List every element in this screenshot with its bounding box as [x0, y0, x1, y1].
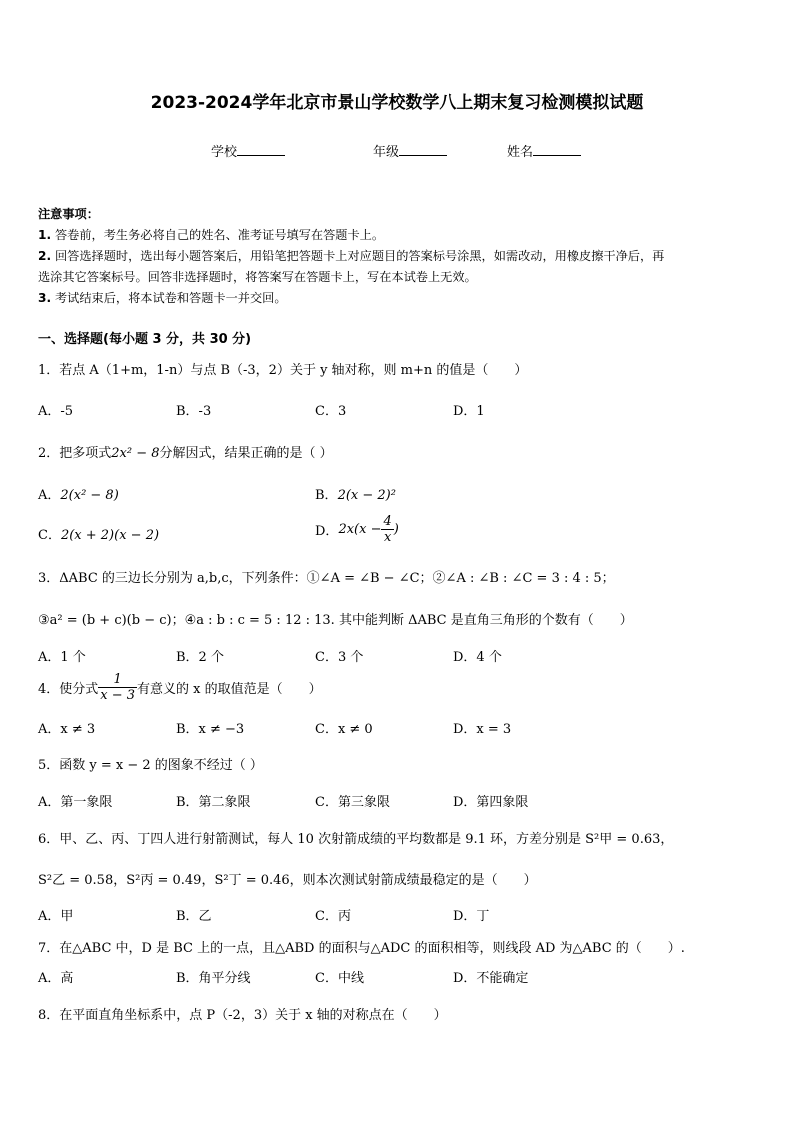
q5-option-a: A．第一象限 [38, 795, 113, 810]
instructions [38, 204, 760, 309]
instruction-item: 1. 答卷前，考生务必将自己的姓名、准考证号填写在答题卡上。 [38, 228, 385, 242]
q1-option-d: D．1 [453, 404, 485, 419]
q2-option-a: A．2(x² − 8) [38, 488, 119, 503]
question-6-line1: 6．甲、乙、丙、丁四人进行射箭测试，每人 10 次射箭成绩的平均数都是 9.1 环，方差分别是 S²甲 = 0.63， [38, 832, 674, 847]
name-label: 姓名 [507, 145, 534, 160]
grade-field [373, 141, 447, 160]
q2-d-fraction: $\frac{4}{x}$ [383, 514, 392, 545]
q4-option-a: A．x ≠ 3 [38, 722, 96, 737]
question-6-line2: S²乙 = 0.58，S²丙 = 0.49，S²丁 = 0.46，则本次测试射箭成绩最稳定的是（ ） [38, 873, 537, 888]
q1-option-c: C．3 [315, 404, 347, 419]
q3-option-a: A．1 个 [38, 650, 86, 665]
q2-option-b: B．2(x − 2)² [315, 488, 396, 503]
instruction-item: 2. 回答选择题时，选出每小题答案后，用铅笔把答题卡上对应题目的答案标号涂黑，如需改动，用橡皮擦干净后，再 [38, 249, 665, 263]
q4-option-b: B．x ≠ −3 [176, 722, 245, 737]
instructions-heading: 注意事项： [38, 207, 99, 221]
q6-option-c: C．丙 [315, 909, 351, 924]
question-7-stem: 7．在△ABC 中，D 是 BC 上的一点，且△ABD 的面积与△ADC 的面积相等，则线段 AD 为△ABC 的（ ）. [38, 941, 685, 956]
q6-option-a: A．甲 [38, 909, 74, 924]
question-1-stem: 1．若点 A（1+m，1-n）与点 B（-3，2）关于 y 轴对称，则 m+n 的值是（ ） [38, 363, 528, 378]
q1-option-a: A．-5 [38, 404, 74, 419]
q2-option-d: D．2x(x − $\frac{4}{x}$ ) [315, 514, 399, 545]
q7-option-d: D．不能确定 [453, 971, 529, 986]
q3-option-b: B．2 个 [176, 650, 224, 665]
question-8-stem: 8．在平面直角坐标系中，点 P（-2，3）关于 x 轴的对称点在（ ） [38, 1008, 447, 1023]
section-heading: 一、选择题(每小题 3 分，共 30 分) [38, 332, 252, 347]
q6-option-d: D．丁 [453, 909, 490, 924]
school-blank [237, 143, 285, 156]
question-3-line2: ③a² = (b + c)(b − c)；④a : b : c = 5 : 12 : 13. 其中能判断 ΔABC 是直角三角形的个数有（ ） [38, 613, 633, 628]
grade-label: 年级 [373, 145, 400, 160]
q7-option-a: A．高 [38, 971, 74, 986]
q3-option-d: D．4 个 [453, 650, 502, 665]
instruction-item-cont: 选涂其它答案标号。回答非选择题时，将答案写在答题卡上，写在本试卷上无效。 [38, 270, 477, 284]
question-2-stem: 2．把多项式2x² − 8分解因式，结果正确的是（ ） [38, 446, 333, 461]
question-3-line1: 3．ΔABC 的三边长分别为 a,b,c，下列条件：①∠A = ∠B − ∠C；②∠A : ∠B : ∠C = 3 : 4 : 5； [38, 571, 615, 586]
q3-option-c: C．3 个 [315, 650, 364, 665]
q5-option-d: D．第四象限 [453, 795, 529, 810]
q5-option-b: B．第二象限 [176, 795, 251, 810]
q6-option-b: B．乙 [176, 909, 212, 924]
q4-option-d: D．x = 3 [453, 722, 512, 737]
question-5-stem: 5．函数 y = x − 2 的图象不经过（ ） [38, 758, 263, 773]
q7-option-c: C．中线 [315, 971, 364, 986]
q7-option-b: B．角平分线 [176, 971, 251, 986]
name-blank [533, 143, 581, 156]
q2-option-c: C．2(x + 2)(x − 2) [38, 528, 160, 543]
page-title: 2023-2024学年北京市景山学校数学八上期末复习检测模拟试题 [150, 93, 644, 113]
q4-fraction: $\frac{1}{x - 3}$ [100, 672, 136, 703]
school-field [211, 141, 285, 160]
school-label: 学校 [211, 145, 238, 160]
grade-blank [399, 143, 447, 156]
q4-option-c: C．x ≠ 0 [315, 722, 373, 737]
question-4-stem: 4．使分式 $\frac{1}{x - 3}$ 有意义的 x 的取值范是（ ） [38, 672, 322, 703]
q5-option-c: C．第三象限 [315, 795, 390, 810]
q1-option-b: B．-3 [176, 404, 212, 419]
name-field [507, 141, 581, 160]
instruction-item: 3. 考试结束后，将本试卷和答题卡一并交回。 [38, 291, 287, 305]
